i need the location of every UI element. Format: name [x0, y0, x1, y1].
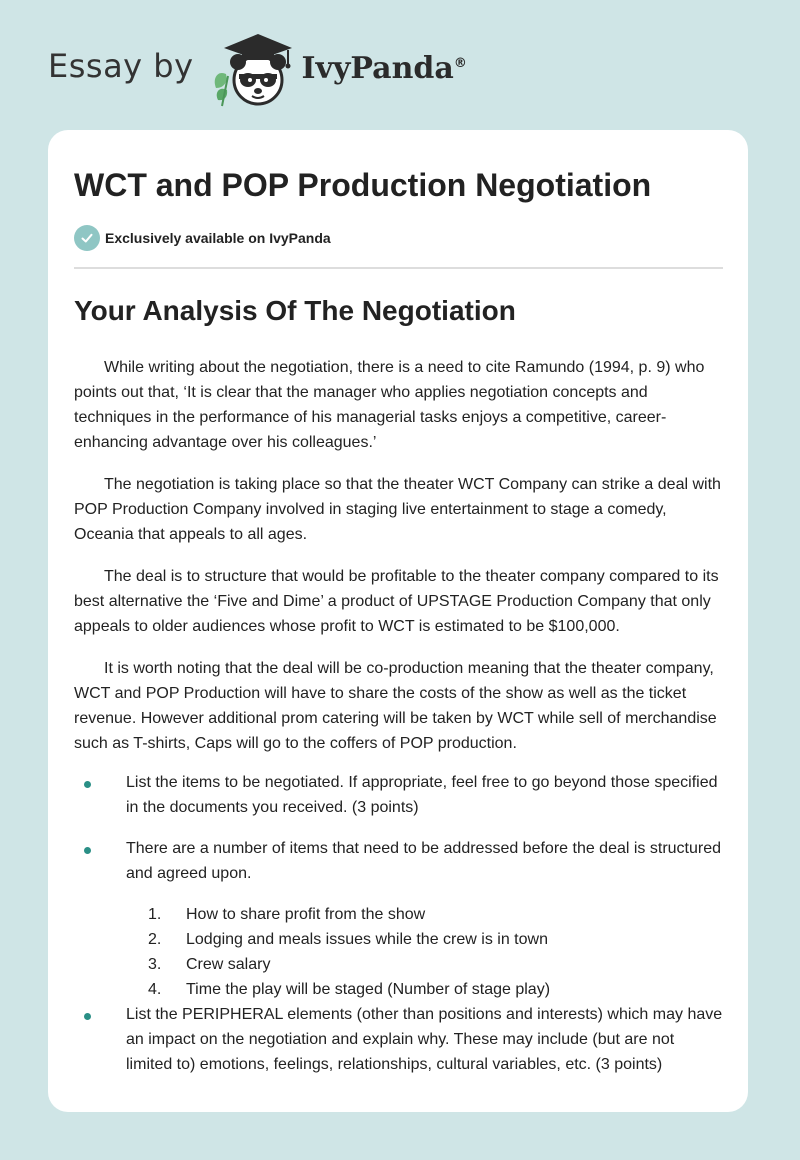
list-item: List the PERIPHERAL elements (other than positions and interests) which may have an impact on the negotiation and explain why. These may include (but are not limited to) emotions, feelings, relationships, cultural variables, etc. (3 points): [74, 1002, 723, 1077]
bullet-list: [74, 770, 723, 1077]
page-title: WCT and POP Production Negotiation: [74, 167, 652, 203]
numbered-item: 3. Crew salary: [148, 956, 271, 973]
essay-card: [48, 130, 748, 1112]
paragraph: The negotiation is taking place so that the theater WCT Company can strike a deal with POP Production Company involved in staging live entertainment to stage a comedy, Oceania that appeals to all ages.: [74, 476, 721, 543]
brand-name: IvyPanda®: [301, 50, 467, 86]
brand-prefix: Essay by: [48, 47, 194, 85]
bullet-dot-icon: [84, 847, 91, 854]
paragraph: While writing about the negotiation, there is a need to cite Ramundo (1994, p. 9) who points out that, ‘It is clear that the manager who applies negotiation concepts and techniques in the performance of his managerial tasks enjoys a competitive, career-enhancing advantage over his colleagues.’: [74, 359, 705, 451]
exclusive-badge: [74, 224, 723, 252]
exclusive-text: Exclusively available on IvyPanda: [105, 230, 331, 246]
numbered-item: 1. How to share profit from the show: [148, 906, 426, 923]
section-heading: Your Analysis Of The Negotiation: [74, 295, 516, 326]
divider: [74, 267, 723, 269]
check-icon: [74, 225, 100, 251]
numbered-item: 2. Lodging and meals issues while the crew is in town: [148, 931, 548, 948]
numbered-item: 4. Time the play will be staged (Number of stage play): [148, 981, 551, 998]
panda-graduate-icon: [208, 30, 300, 110]
brand-header: [48, 30, 467, 110]
list-item: List the items to be negotiated. If appropriate, feel free to go beyond those specified in the documents you received. (3 points): [74, 770, 723, 820]
paragraph: The deal is to structure that would be profitable to the theater company compared to its best alternative the ‘Five and Dime’ a product of UPSTAGE Production Company that only appeals to older audiences whose profit to WCT is estimated to be $100,000.: [74, 568, 719, 635]
bullet-dot-icon: [84, 1013, 91, 1020]
bullet-dot-icon: [84, 781, 91, 788]
list-item: There are a number of items that need to be addressed before the deal is structured and agreed upon. 1. How to share profit from the show 2. Lodging and meals issues while the crew is in town 3. Crew salary 4. Time the play will be staged (Number of stage play): [74, 836, 723, 1002]
numbered-list: [74, 902, 723, 1002]
paragraph: It is worth noting that the deal will be co-production meaning that the theater company, WCT and POP Production will have to share the costs of the show as well as the ticket revenue. However additional prom catering will be taken by WCT while sell of merchandise such as T-shirts, Caps will go to the coffers of POP production.: [74, 660, 717, 752]
